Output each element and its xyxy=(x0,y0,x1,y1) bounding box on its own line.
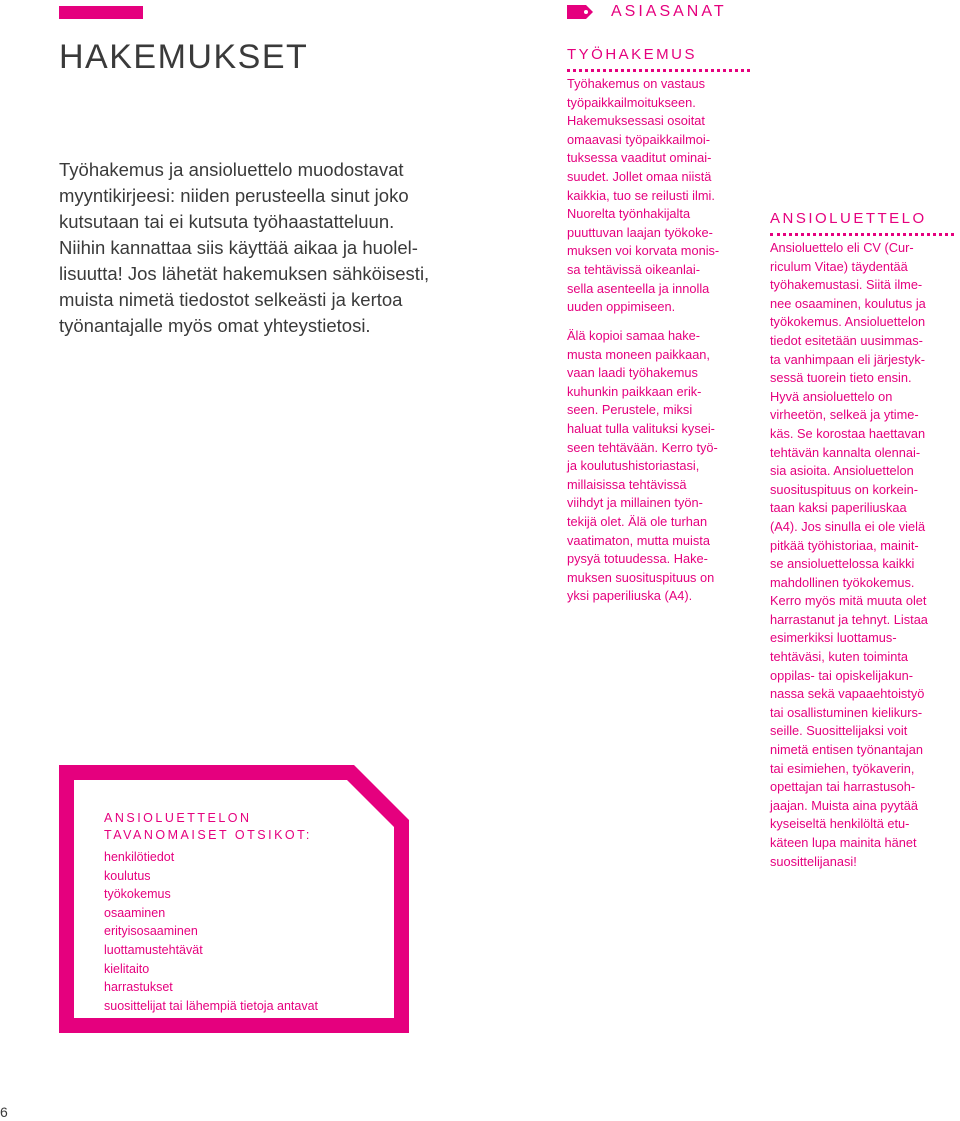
page-title: HAKEMUKSET xyxy=(59,38,309,76)
list-item: suosittelijat tai lähempiä tietoja antavat xyxy=(104,998,319,1013)
tag-icon xyxy=(567,5,593,19)
list-item: erityisosaaminen xyxy=(104,924,198,939)
list-item: työkokemus xyxy=(104,887,171,902)
ansioluettelo-paragraph: Ansioluettelo eli CV (Cur- riculum Vitae) täydentää työhakemustasi. Siitä ilme- nee osaaminen, koulutus ja työkokemus. Ansioluettelon tiedot esitetään uusimmas- ta vanhimpaan eli järjestyk- sessä tuorein tieto ensin. Hyvä ansioluettelo on virheetön, selkeä ja ytime- käs. Se korostaa haettavan tehtävän kannalta olennai- sia asioita. Ansioluettelon suosituspituus on korkein- taan kaksi paperiliuskaa (A4). Jos sinulla ei ole vielä pitkää työhistoriaa, mainit- se ansioluettelossa kaikki mahdollinen työkokemus. Kerro myös mitä muuta olet harrastanut ja tehnyt. Listaa esimerkiksi luottamus- tehtäväsi, kuten toiminta oppilas- tai opiskelijakun- nassa sekä vapaaehtoistyö tai osallistuminen kielikurs- seille. Suosittelijaksi voit nimetä entisen työnantajan tai esimiehen, työkaverin, opettajan tai harrastusoh- jaajan. Muista aina pyytää kyseiseltä henkilöltä etu- käteen lupa mainita hänet suosittelijanasi! xyxy=(770,240,928,869)
tyohakemus-heading: TYÖHAKEMUS xyxy=(567,46,750,72)
intro-paragraph: Työhakemus ja ansioluettelo muodostavat myyntikirjeesi: niiden perusteella sinut joko kutsutaan tai ei kutsuta työhaastatteluun. Niihin kannattaa siis käyttää aikaa ja huolel- lisuutta! Jos lähetät hakemuksen sähköisesti, muista nimetä tiedostot selkeästi ja kertoa työnantajalle myös omat yhteystietosi. xyxy=(59,159,430,336)
tyohakemus-paragraph-2: Älä kopioi samaa hake- musta moneen paikkaan, vaan laadi työhakemus kuhunkin paikkaan erik- seen. Perustele, miksi haluat tulla valituksi kysei- seen tehtävään. Kerro työ- ja koulutushistoriastasi, millaisissa tehtävissä viihdyt ja millainen työn- tekijä olet. Älä ole turhan vaatimaton, mutta muista pysyä totuudessa. Hake- muksen suosituspituus on yksi paperiliuska (A4). xyxy=(567,328,718,604)
top-accent-bar xyxy=(59,6,143,19)
list-item: harrastukset xyxy=(104,980,173,995)
box-content xyxy=(104,810,404,1015)
list-item: henkilötiedot xyxy=(104,850,175,864)
list-item: kielitaito xyxy=(104,961,150,976)
page-number: 6 xyxy=(0,1104,8,1120)
tyohakemus-paragraph-1: Työhakemus on vastaus työpaikkailmoitukseen. Hakemuksessasi osoitat omaavasi työpaikkailmoi- tuksessa vaaditut ominai- suudet. Jollet omaa niistä kaikkia, tuo se reilusti ilmi. Nuorelta työnhakijalta puuttuvan laajan työkoke- muksen voi korvata monis- sa tehtävissä oikeanlai- sella asenteella ja innolla uuden oppimiseen. xyxy=(567,76,720,315)
list-item: osaaminen xyxy=(104,905,166,920)
ansioluettelo-heading: ANSIOLUETTELO xyxy=(770,210,954,236)
box-list xyxy=(104,848,404,1015)
box-title: ANSIOLUETTELON TAVANOMAISET OTSIKOT: xyxy=(104,811,312,842)
list-item: luottamustehtävät xyxy=(104,942,203,957)
list-item: koulutus xyxy=(104,868,151,883)
keywords-label: ASIASANAT xyxy=(611,3,727,20)
